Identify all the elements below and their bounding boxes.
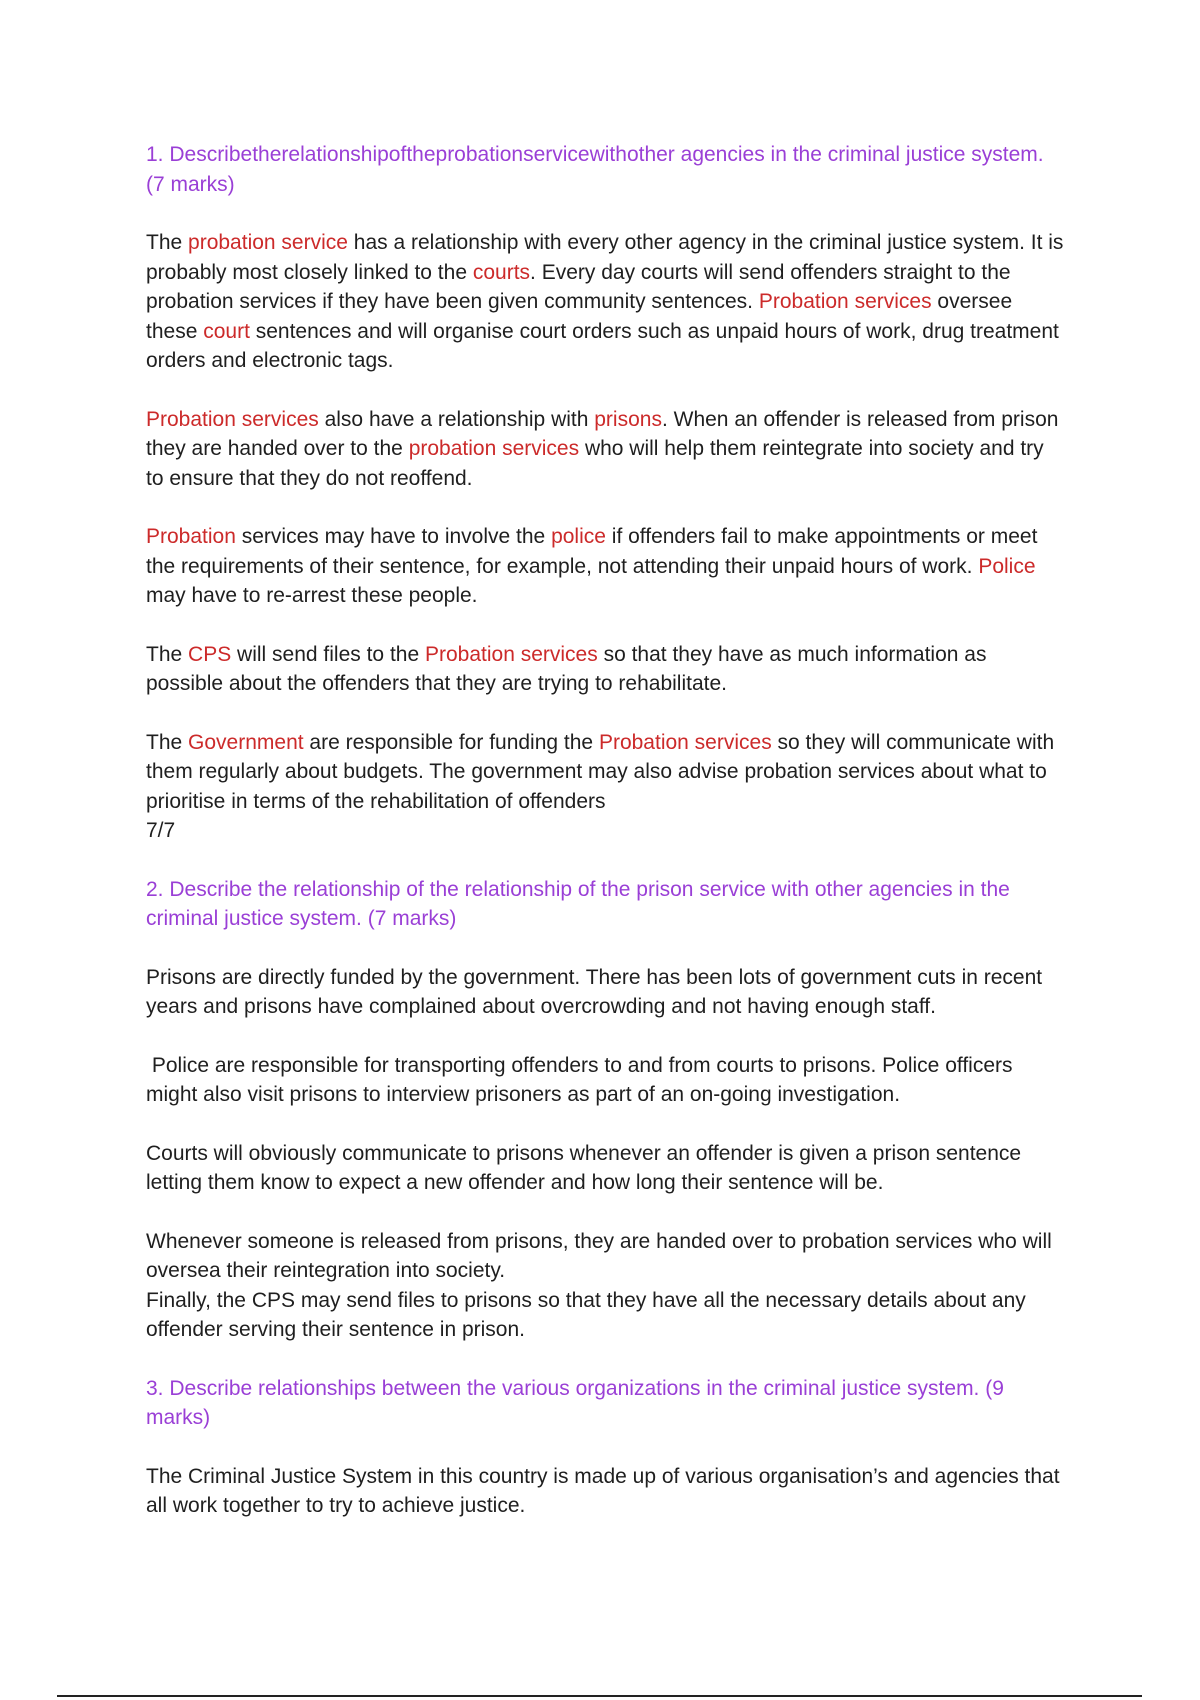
q1-paragraph-5 [146,728,1066,817]
q2-paragraph-3: Courts will obviously communicate to prisons whenever an offender is given a prison sentence letting them know to expect a new offender and how long their sentence will be. [146,1141,1022,1194]
highlight-term: Probation services [598,730,772,754]
highlight-term: prisons [594,407,662,431]
highlight-term: Probation services [758,290,932,313]
highlight-term: Probation services [146,407,319,431]
text-run: so that they have as much information as possible about the offenders that they are trying to rehabilitate. [146,642,987,695]
text-run: who will help them reintegrate into society and try to ensure that they do not reoffend. [146,437,1044,490]
highlight-term: probation service [188,231,348,254]
question-1: 1. Describetherelationshipoftheprobationservicewithother agencies in the criminal justice system. (7 marks) [146,143,1044,196]
text-run: also have a relationship with [318,407,595,431]
question-2: 2. Describe the relationship of the relationship of the prison service with other agencies in the criminal justice system. (7 marks) [146,877,1010,930]
highlight-term: courts [472,260,531,284]
text-run: are responsible for funding the [303,730,599,754]
highlight-term: Probation [146,525,236,548]
text-run: may have to re-arrest these people. [146,584,478,607]
question-3: 3. Describe relationships between the various organizations in the criminal justice system. (9 marks) [146,1376,1004,1429]
q1-paragraph-3 [146,522,1066,611]
text-run: so they will communicate with them regularly about budgets. The government may also advise probation services about what to prioritise in terms of the rehabilitation of offenders [146,730,1055,813]
highlight-term: police [551,525,606,548]
text-run: The [146,730,189,754]
highlight-term: court [203,319,250,343]
q2-paragraph-1: Prisons are directly funded by the government. There has been lots of government cuts in recent years and prisons have complained about overcrowding and not having enough staff. [146,965,1043,1018]
q1-score: 7/7 [146,819,176,842]
highlight-term: Police [978,554,1036,578]
text-run: . Every day courts will send offenders straight to the probation services if they have been given community sentences. [146,260,1011,313]
highlight-term: CPS [188,642,232,666]
q1-paragraph-2 [146,405,1066,494]
q1-paragraph-4 [146,640,1066,699]
text-run: oversee these [146,290,1013,343]
q1-paragraph-1 [146,228,1066,376]
highlight-term: Government [188,730,304,754]
document-page [146,140,1066,1550]
text-run: will send files to the [231,642,425,666]
text-run: sentences and will organise court orders such as unpaid hours of work, drug treatment orders and electronic tags. [146,319,1059,372]
q2-paragraph-5: Finally, the CPS may send files to prisons so that they have all the necessary details about any offender serving their sentence in prison. [146,1288,1026,1341]
highlight-term: Probation services [424,642,598,666]
q2-paragraph-4: Whenever someone is released from prisons, they are handed over to probation services who will oversea their reintegration into society. [146,1229,1052,1282]
q2-paragraph-2: Police are responsible for transporting offenders to and from courts to prisons. Police officers might also visit prisons to interview prisoners as part of an on-going investigation. [146,1053,1019,1106]
page-bottom-rule [57,1695,1142,1697]
text-run: if offenders fail to make appointments or meet the requirements of their sentence, for example, not attending their unpaid hours of work. [146,525,1038,578]
text-run: services may have to involve the [235,525,552,548]
text-run: has a relationship with every other agency in the criminal justice system. It is probably most closely linked to the [146,231,1064,284]
text-run: . When an offender is released from prison they are handed over to the [146,407,1059,460]
text-run: The [146,231,189,254]
q3-paragraph-1: The Criminal Justice System in this country is made up of various organisation’s and agencies that all work together to try to achieve justice. [146,1464,1060,1517]
text-run: The [146,642,189,666]
highlight-term: probation services [408,437,580,460]
